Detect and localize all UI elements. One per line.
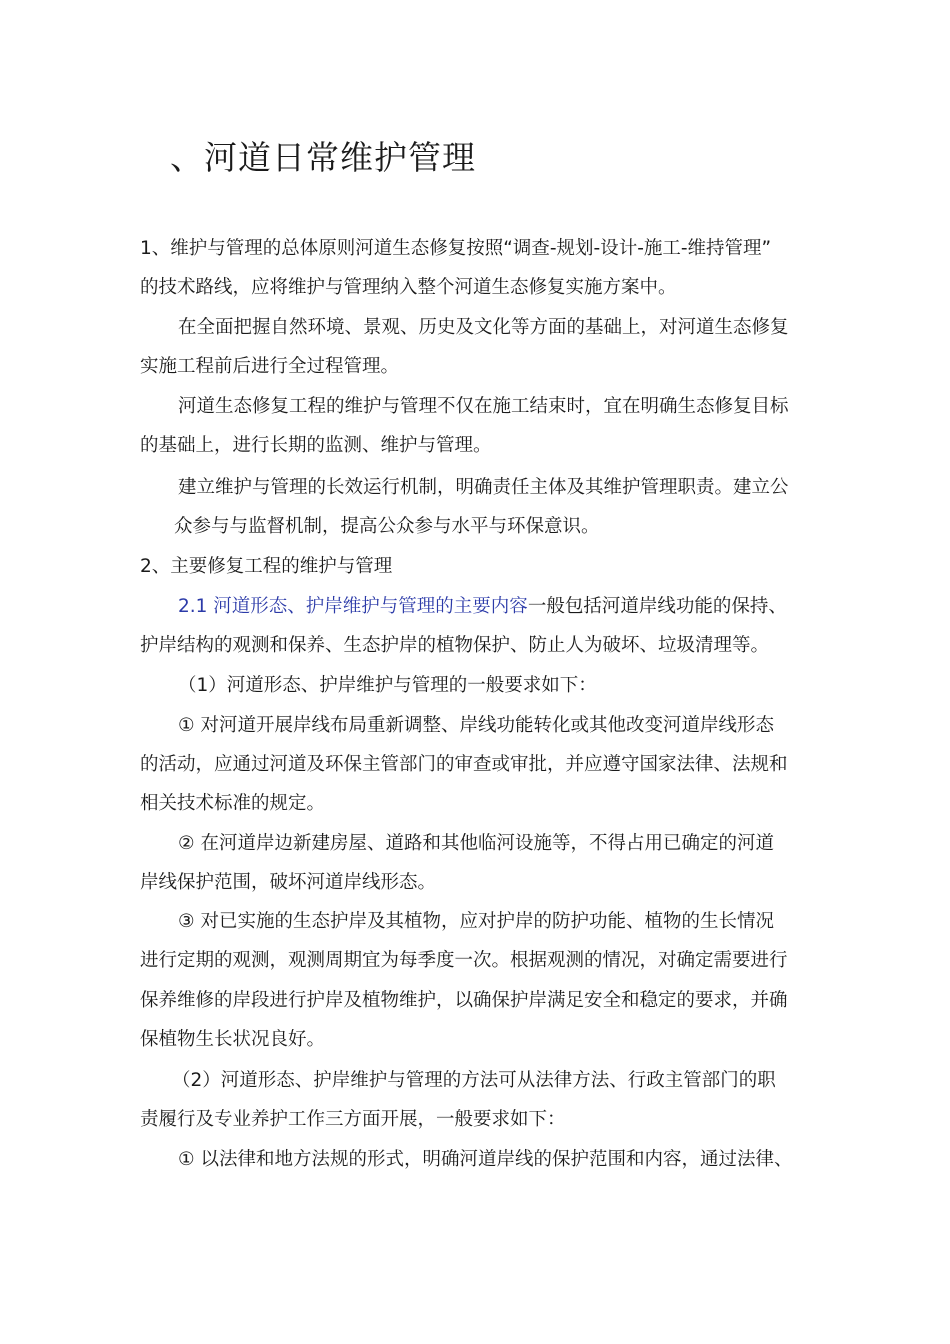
paragraph-line: 责履行及专业养护工作三方面开展，一般要求如下： xyxy=(140,1109,566,1130)
paragraph-line: 河道生态修复工程的维护与管理不仅在施工结束时，宜在明确生态修复目标 xyxy=(178,396,789,417)
list-item: ① 对河道开展岸线布局重新调整、岸线功能转化或其他改变河道岸线形态 xyxy=(178,715,774,736)
list-item: ② 在河道岸边新建房屋、道路和其他临河设施等，不得占用已确定的河道 xyxy=(178,833,774,854)
subsection-text: 一般包括河道岸线功能的保持、 xyxy=(527,596,787,617)
paragraph-line: 的活动，应通过河道及环保主管部门的审查或审批，并应遵守国家法律、法规和 xyxy=(140,754,788,775)
paragraph-line: 实施工程前后进行全过程管理。 xyxy=(140,356,400,377)
page-title: 、河道日常维护管理 xyxy=(170,138,476,177)
paragraph-line: 岸线保护范围，破坏河道岸线形态。 xyxy=(140,872,437,893)
section-heading: 2、主要修复工程的维护与管理 xyxy=(140,556,393,577)
paragraph-line: 1、维护与管理的总体原则河道生态修复按照“调查-规划-设计-施工-维持管理” xyxy=(140,238,772,259)
subsection-line xyxy=(178,595,787,619)
paragraph-line: 相关技术标准的规定。 xyxy=(140,793,326,814)
list-heading: （2）河道形态、护岸维护与管理的方法可从法律方法、行政主管部门的职 xyxy=(172,1070,776,1091)
subsection-heading: 2.1 河道形态、护岸维护与管理的主要内容 xyxy=(178,596,528,617)
paragraph-line: 保植物生长状况良好。 xyxy=(140,1029,326,1050)
paragraph-line: 建立维护与管理的长效运行机制，明确责任主体及其维护管理职责。建立公 xyxy=(178,477,789,498)
list-item: ③ 对已实施的生态护岸及其植物，应对护岸的防护功能、植物的生长情况 xyxy=(178,911,774,932)
paragraph-line: 护岸结构的观测和保养、生态护岸的植物保护、防止人为破坏、垃圾清理等。 xyxy=(140,635,770,656)
paragraph-line: 进行定期的观测，观测周期宜为每季度一次。根据观测的情况，对确定需要进行 xyxy=(140,950,788,971)
list-heading: （1）河道形态、护岸维护与管理的一般要求如下： xyxy=(178,675,597,696)
paragraph-line: 众参与与监督机制，提高公众参与水平与环保意识。 xyxy=(174,516,600,537)
paragraph-line: 保养维修的岸段进行护岸及植物维护，以确保护岸满足安全和稳定的要求，并确 xyxy=(140,990,788,1011)
list-item: ① 以法律和地方法规的形式，明确河道岸线的保护范围和内容，通过法律、 xyxy=(178,1149,793,1170)
paragraph-line: 的基础上，进行长期的监测、维护与管理。 xyxy=(140,435,492,456)
paragraph-line: 的技术路线，应将维护与管理纳入整个河道生态修复实施方案中。 xyxy=(140,277,677,298)
paragraph-line: 在全面把握自然环境、景观、历史及文化等方面的基础上，对河道生态修复 xyxy=(178,317,789,338)
